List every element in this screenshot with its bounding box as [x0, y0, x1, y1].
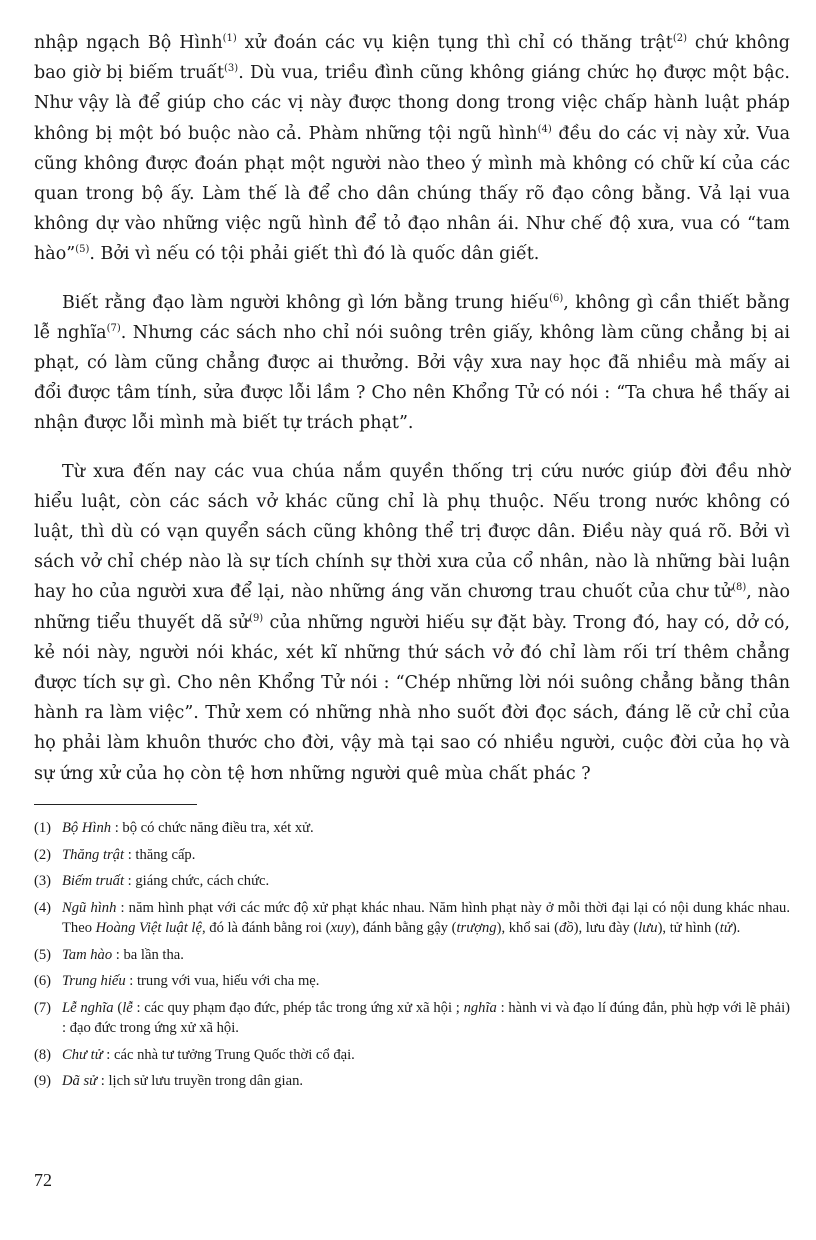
- footnote-number: (9): [34, 1073, 52, 1089]
- footnote-term: Lễ nghĩa: [62, 999, 114, 1016]
- paragraph-text: chứ không bao giờ bị biếm truất: [34, 33, 791, 84]
- footnotes: [34, 818, 790, 1098]
- footnote-marker: (7): [106, 323, 121, 334]
- footnote-term: nghĩa: [463, 999, 497, 1016]
- footnote-definition: (: [113, 999, 123, 1016]
- footnote-definition: ), tử hình (: [657, 920, 720, 936]
- footnote-item: [34, 998, 790, 1039]
- footnote-definition: : thăng cấp.: [124, 846, 196, 863]
- footnote-definition: : bộ có chức năng điều tra, xét xử.: [111, 820, 314, 836]
- paragraph-text: nhập ngạch Bộ Hình: [34, 33, 223, 53]
- footnote-number: (1): [34, 820, 52, 836]
- footnote-definition: : giáng chức, cách chức.: [124, 873, 270, 889]
- footnote-term: lưu: [638, 920, 658, 936]
- paragraph-text: , không gì cần thiết bằng lễ nghĩa: [34, 292, 790, 343]
- footnote-term: Biếm truất: [62, 873, 125, 889]
- footnote-marker: (3): [224, 63, 239, 75]
- footnote-text: [62, 871, 790, 892]
- footnote-item: [34, 871, 790, 892]
- footnote-number: (2): [34, 846, 52, 863]
- footnote-text: [62, 998, 790, 1039]
- footnote-term: xuy: [330, 920, 351, 936]
- footnote-item: [34, 898, 790, 939]
- footnote-term: lễ: [122, 999, 133, 1016]
- footnote-text: [62, 971, 790, 992]
- footnote-number: (5): [34, 946, 52, 963]
- footnote-definition: : ba lần tha.: [112, 946, 184, 963]
- footnote-definition: : năm hình phạt với các mức độ xử phạt khác nhau. Năm hình phạt này ở mỗi thời đại lại có nội dung khác nhau. Theo: [62, 899, 790, 936]
- paragraph-text: của những người hiếu sự đặt bày. Trong đó, hay có, dở có, kẻ nói này, người nói khác, xét kĩ những thứ sách vở đó chỉ làm rối trí thêm chẳng được tích sự gì. Cho nên Khổng Tử nói : “Chép những lời nói suông chẳng bằng thân hành ra làm việc”. Thử xem có những nhà nho suốt đời đọc sách, đáng lẽ cử chỉ của họ phải làm khuôn thước cho đời, vậy mà tại sao có nhiều người, cuộc đời của họ và sự ứng xử của họ còn tệ hơn những người quê mùa chất phác ?: [34, 612, 790, 784]
- footnote-definition: ), đánh bằng gậy (: [350, 920, 457, 936]
- paragraph-1: [34, 28, 790, 270]
- footnote-definition: ).: [731, 920, 741, 936]
- footnote-term: đồ: [559, 920, 574, 936]
- footnote-term: Trung hiếu: [62, 973, 126, 989]
- paragraph-2: [34, 288, 790, 439]
- paragraph-text: . Bởi vì nếu có tội phải giết thì đó là quốc dân giết.: [89, 244, 540, 265]
- footnote-marker: (5): [75, 244, 90, 256]
- footnote-definition: , đó là đánh bằng roi (: [201, 920, 331, 936]
- footnote-term: Ngũ hình: [62, 899, 117, 916]
- footnote-text: [62, 1045, 790, 1066]
- footnote-definition: ), khổ sai (: [496, 920, 559, 936]
- footnote-number: (4): [34, 899, 52, 916]
- footnote-text: [62, 818, 790, 839]
- footnote-item: [34, 1045, 790, 1066]
- footnote-term: trượng: [456, 920, 497, 936]
- footnote-definition: : lịch sử lưu truyền trong dân gian.: [97, 1073, 304, 1089]
- footnote-definition: : hành vi và đạo lí đúng đắn, phù hợp với lẽ phải) : đạo đức trong ứng xử xã hội.: [62, 999, 790, 1036]
- body-text: [34, 28, 790, 807]
- paragraph-text: , nào những tiểu thuyết dã sử: [34, 582, 790, 633]
- footnote-number: (3): [34, 873, 52, 889]
- footnote-item: [34, 845, 790, 866]
- footnote-text: [62, 845, 790, 866]
- footnote-definition: : trung với vua, hiếu với cha mẹ.: [125, 973, 320, 989]
- footnote-item: [34, 818, 790, 839]
- footnote-term: Dã sử: [62, 1073, 98, 1089]
- paragraph-text: Từ xưa đến nay các vua chúa nắm quyền thống trị cứu nước giúp đời đều nhờ hiểu luật, còn các sách vở khác cũng chỉ là phụ thuộc. Nếu trong nước không có luật, thì dù có vạn quyển sách cũng không thể trị được dân. Điều này quá rõ. Bởi vì sách vở chỉ chép nào là sự tích chính sự thời xưa của cổ nhân, nào là những bài luận hay ho của người xưa để lại, nào những áng văn chương trau chuốt của chư tử: [34, 461, 790, 603]
- footnote-text: [62, 1071, 790, 1092]
- footnote-number: (8): [34, 1046, 52, 1063]
- paragraph-text: . Dù vua, triều đình cũng không giáng chức họ được một bậc. Như vậy là để giúp cho các vị này được thong dong trong việc chấp hành luật pháp không bị một bó buộc nào cả. Phàm những tội ngũ hình: [34, 63, 790, 144]
- footnote-term: tử: [719, 920, 732, 936]
- page-number: 72: [34, 1170, 52, 1190]
- paragraph-text: . Nhưng các sách nho chỉ nói suông trên giấy, không làm cũng chẳng bị ai phạt, có làm cũng chẳng được ai thưởng. Bởi vậy xưa nay học đã nhiều mà mấy ai đổi được tâm tính, sửa được lỗi lầm ? Cho nên Khổng Tử có nói : “Ta chưa hề thấy ai nhận được lỗi mình mà biết tự trách phạt”.: [34, 322, 790, 434]
- footnote-term: Bộ Hình: [62, 820, 112, 836]
- footnote-definition: ), lưu đày (: [573, 920, 639, 936]
- footnote-term: Thăng trật: [62, 846, 125, 863]
- paragraph-text: Biết rằng đạo làm người không gì lớn bằng trung hiếu: [62, 292, 550, 313]
- footnote-marker: (1): [222, 33, 237, 45]
- paragraph-text: xử đoán các vụ kiện tụng thì chỉ có thăng trật: [236, 33, 673, 53]
- footnote-marker: (6): [549, 292, 564, 304]
- footnote-marker: (8): [732, 582, 747, 594]
- paragraph-text: đều do các vị này xử. Vua cũng không được đoán phạt một người nào theo ý mình mà không có chữ kí của các quan trong bộ ấy. Làm thế là để cho dân chúng thấy rõ đạo công bằng. Vả lại vua không dự vào những việc ngũ hình để tỏ đạo nhân ái. Như chế độ xưa, vua có “tam hào”: [34, 123, 790, 265]
- footnote-term: Tam hào: [62, 946, 113, 963]
- footnote-number: (7): [34, 999, 52, 1016]
- footnote-marker: (9): [249, 612, 264, 624]
- footnote-definition: : các nhà tư tưởng Trung Quốc thời cổ đại.: [102, 1046, 355, 1063]
- footnote-definition: : các quy phạm đạo đức, phép tắc trong ứng xử xã hội ;: [132, 999, 464, 1016]
- footnote-marker: (4): [537, 123, 552, 135]
- footnote-item: [34, 971, 790, 992]
- paragraph-3: [34, 457, 790, 789]
- footnote-item: [34, 1071, 790, 1092]
- footnote-term: Hoàng Việt luật lệ: [95, 920, 202, 936]
- footnote-term: Chư tử: [62, 1046, 103, 1063]
- footnote-marker: (2): [672, 33, 688, 45]
- footnote-text: [62, 898, 790, 939]
- footnote-text: [62, 945, 790, 966]
- footnote-divider: [34, 804, 197, 805]
- footnote-item: [34, 945, 790, 966]
- footnote-number: (6): [34, 973, 52, 989]
